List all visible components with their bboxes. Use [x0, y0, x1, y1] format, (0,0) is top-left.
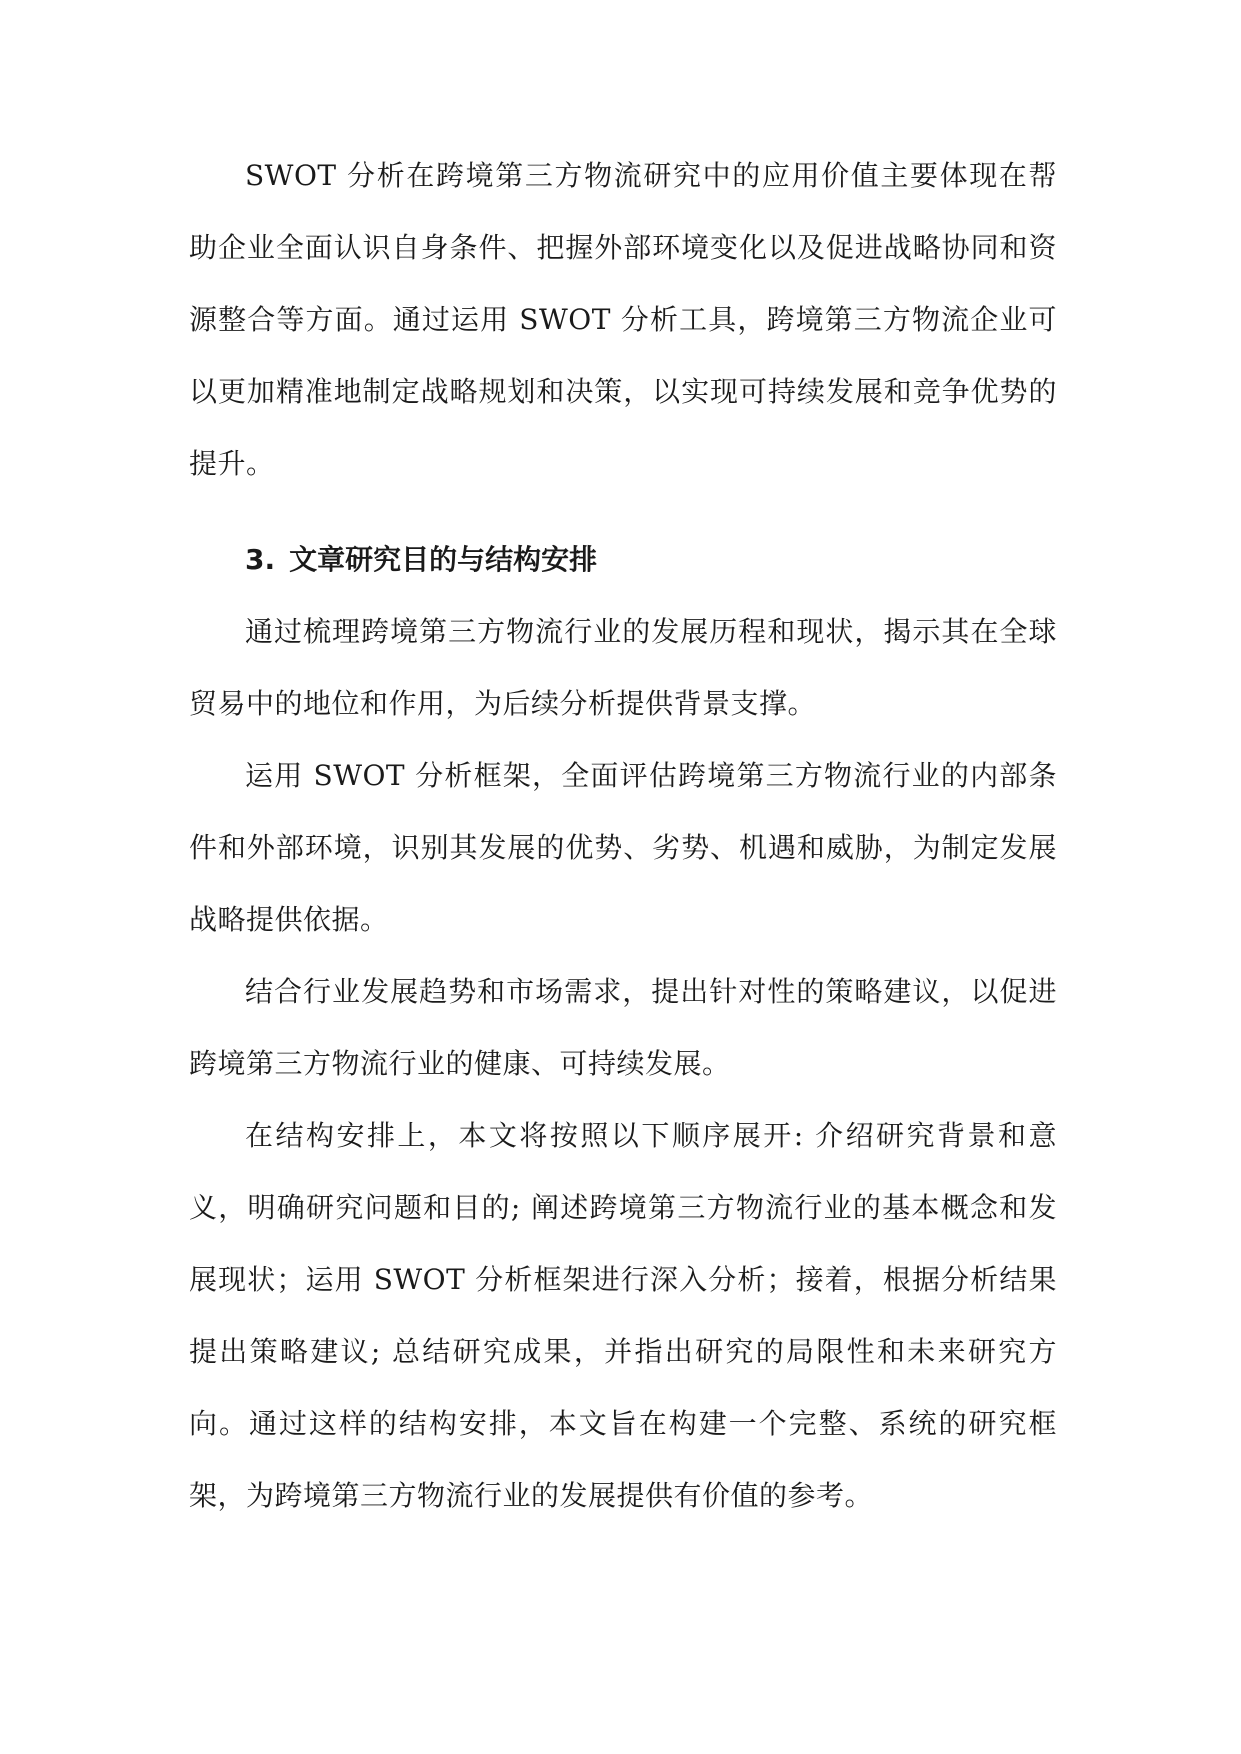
paragraph-structure: 在结构安排上，本文将按照以下顺序展开: 介绍研究背景和意义，明确研究问题和目的; 阐述跨境第三方物流行业的基本概念和发展现状；运用 SWOT 分析框架进行深入分析；接着，根据分析结果提出策略建议; 总结研究成果，并指出研究的局限性和未来研究方向。通过这样的结构安排，本文旨在构建一个完整、系统的研究框架，为跨境第三方物流行业的发展提供有价值的参考。 [189, 1119, 1057, 1512]
paragraph-purpose-1: 通过梳理跨境第三方物流行业的发展历程和现状，揭示其在全球贸易中的地位和作用，为后续分析提供背景支撑。 [189, 615, 1057, 720]
paragraph-purpose-2: 运用 SWOT 分析框架，全面评估跨境第三方物流行业的内部条件和外部环境，识别其发展的优势、劣势、机遇和威胁，为制定发展战略提供依据。 [189, 759, 1057, 936]
paragraph-swot-value: SWOT 分析在跨境第三方物流研究中的应用价值主要体现在帮助企业全面认识自身条件、把握外部环境变化以及促进战略协同和资源整合等方面。通过运用 SWOT 分析工具，跨境第三方物流企业可以更加精准地制定战略规划和决策，以实现可持续发展和竞争优势的提升。 [189, 159, 1057, 480]
paragraph-purpose-3: 结合行业发展趋势和市场需求，提出针对性的策略建议，以促进跨境第三方物流行业的健康、可持续发展。 [189, 975, 1057, 1080]
section-title: 文章研究目的与结构安排 [289, 543, 598, 576]
section-number: 3. [245, 543, 276, 576]
section-heading [189, 524, 1057, 596]
document-page [189, 140, 1057, 1532]
